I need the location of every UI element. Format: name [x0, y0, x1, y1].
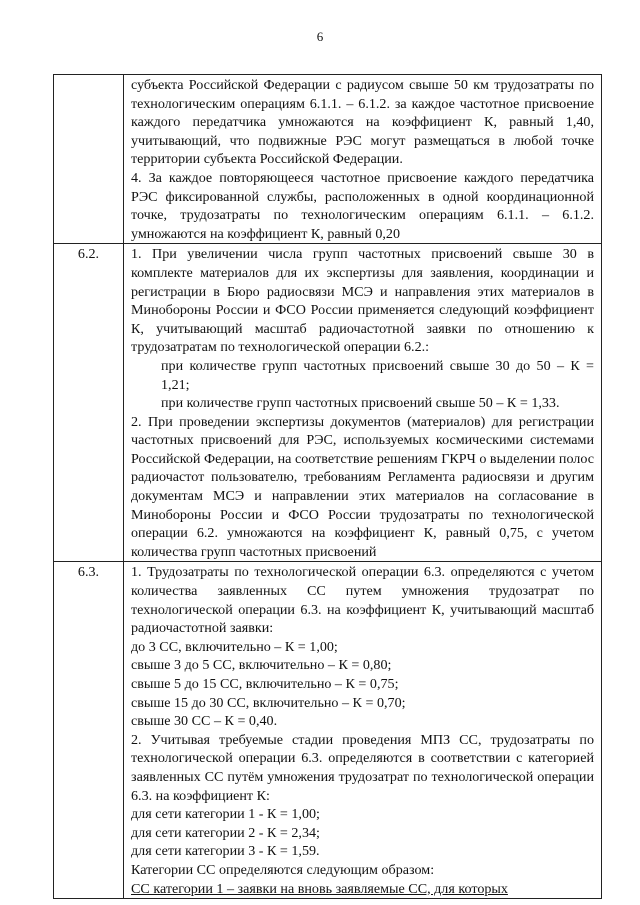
page-number: 6: [316, 29, 324, 44]
item-text-cell: [124, 75, 602, 244]
paragraph: при количестве групп частотных присвоений свыше 50 – К = 1,33.: [161, 395, 560, 412]
paragraph: СС категории 1 – заявки на вновь заявляемые СС, для которых: [131, 880, 508, 897]
coefficient-line: до 3 СС, включительно – К = 1,00;: [131, 638, 338, 655]
norms-table: [53, 74, 602, 899]
item-number-cell: 6.2.: [54, 244, 124, 562]
coefficient-line: для сети категории 3 - К = 1,59.: [131, 843, 320, 860]
item-number-cell: 6.3.: [54, 562, 124, 899]
coefficient-line: свыше 15 до 30 СС, включительно – К = 0,70;: [131, 694, 406, 711]
coefficient-line: свыше 3 до 5 СС, включительно – К = 0,80;: [131, 657, 392, 674]
item-text-cell: [124, 244, 602, 562]
paragraph: Категории СС определяются следующим образом:: [131, 861, 435, 878]
item-text-cell: [124, 562, 602, 899]
table-row: [54, 562, 602, 899]
paragraph: при количестве групп частотных присвоений свыше 30 до 50 – К = 1,21;: [161, 357, 594, 393]
coefficient-line: для сети категории 1 - К = 1,00;: [131, 806, 320, 823]
paragraph: 1. При увеличении числа групп частотных присвоений свыше 30 в комплекте материалов для их экспертизы для заявления, координации и регистрации в Бюро радиосвязи МСЭ и направления этих материалов в Минобороны России и ФСО России применяется следующий коэффициент К, учитывающий масштаб радиочастотной заявки по отношению к трудозатратам по технологической операции 6.2.:: [131, 246, 594, 356]
coefficient-line: для сети категории 2 - К = 2,34;: [131, 824, 320, 841]
paragraph: 2. При проведении экспертизы документов (материалов) для регистрации частотных присвоений для РЭС, используемых космическими системами Российской Федерации, на соответствие решениям ГКРЧ о выделении полос радиочастот пользователю, требованиям Регламента радиосвязи и другим документам МСЭ и направлении этих материалов на согласование в Минобороны России и ФСО России трудозатраты по технологической операции 6.2. умножаются на коэффициент К, равный 0,75, с учетом количества групп частотных присвоений: [131, 413, 594, 560]
item-number-cell: [54, 75, 124, 244]
paragraph: 2. Учитывая требуемые стадии проведения МПЗ СС, трудозатраты по технологической операции 6.3. определяются в соответствии с категорией заявленных СС путём умножения трудозатрат по технологической операции 6.3. на коэффициент К:: [131, 731, 594, 804]
coefficient-line: свыше 30 СС – К = 0,40.: [131, 713, 278, 730]
table-row: [54, 244, 602, 562]
paragraph: 4. За каждое повторяющееся частотное присвоение каждого передатчика РЭС фиксированной службы, расположенных в одной координационной точке, трудозатраты по технологическим операциям 6.1.1. – 6.1.2. умножаются на коэффициент К, равный 0,20: [131, 169, 594, 242]
paragraph: субъекта Российской Федерации с радиусом свыше 50 км трудозатраты по технологическим операциям 6.1.1. – 6.1.2. за каждое частотное присвоение каждого передатчика умножаются на коэффициент К, равный 1,40, учитывающий, что подвижные РЭС могут размещаться в любой точке территории субъекта Российской Федерации.: [131, 77, 594, 168]
paragraph: 1. Трудозатраты по технологической операции 6.3. определяются с учетом количества заявленных СС путем умножения трудозатрат по технологической операции 6.3. на коэффициент К, учитывающий масштаб радиочастотной заявки:: [131, 564, 594, 637]
coefficient-line: свыше 5 до 15 СС, включительно – К = 0,75;: [131, 676, 399, 692]
table-row: [54, 75, 602, 244]
